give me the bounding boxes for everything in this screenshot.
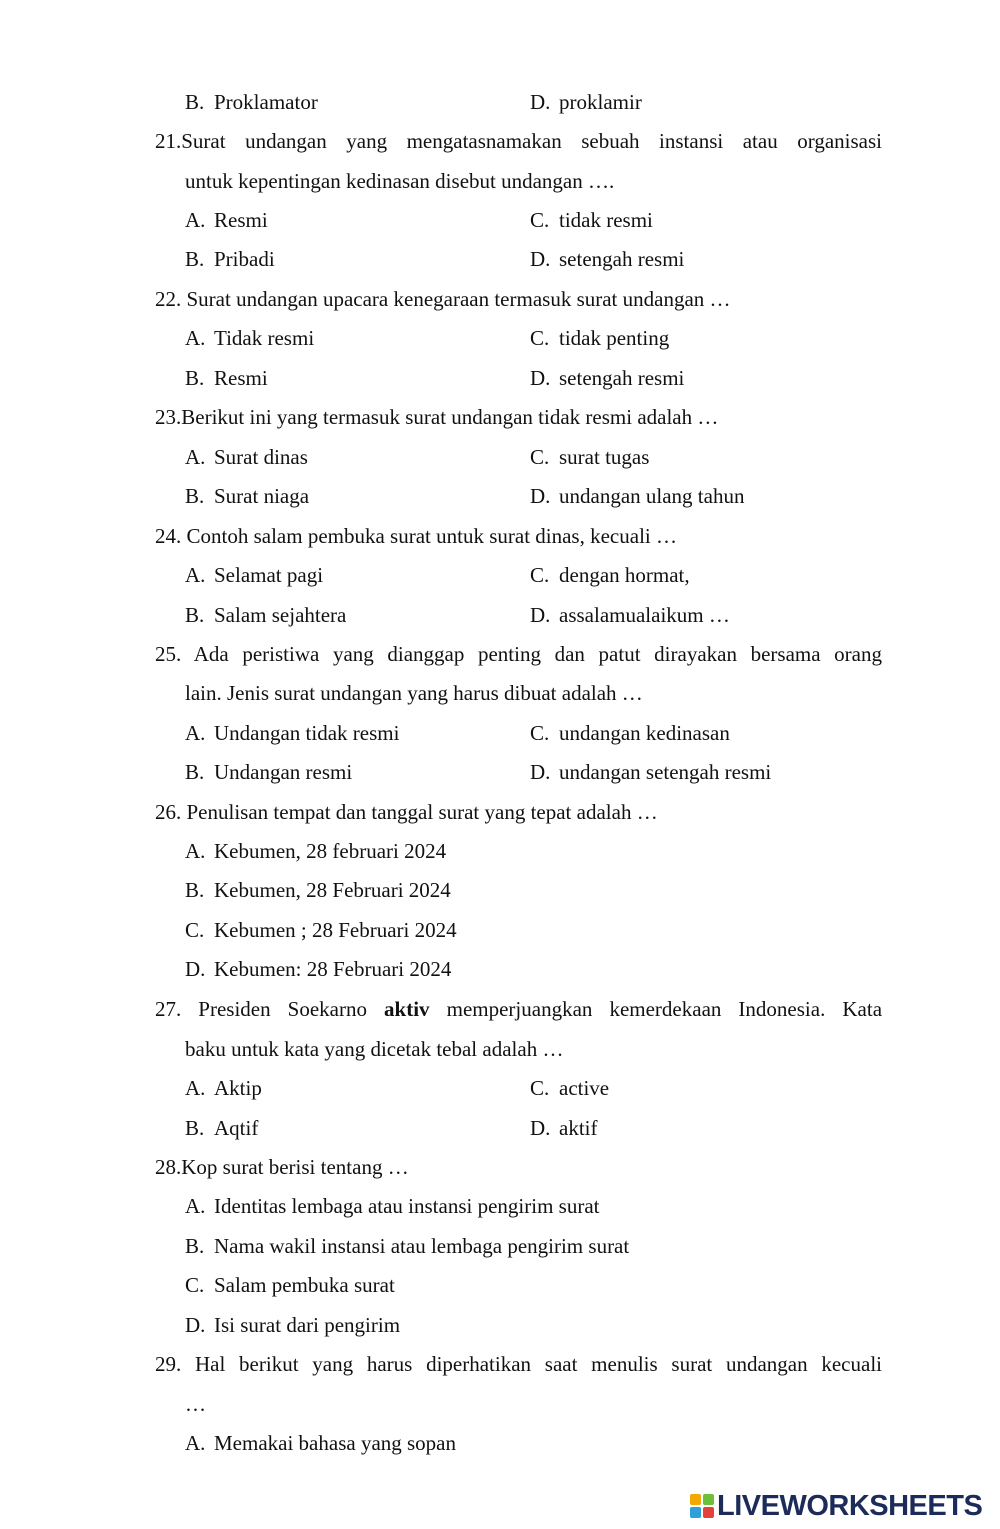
q20-option-b[interactable]: B. Proklamator bbox=[185, 90, 318, 114]
q26-option-a[interactable]: A. Kebumen, 28 februari 2024 bbox=[185, 839, 447, 863]
q25-option-c[interactable]: C. undangan kedinasan bbox=[530, 721, 730, 745]
q24-option-d[interactable]: D. assalamualaikum … bbox=[530, 603, 730, 627]
q27-question-line1: 27. Presiden Soekarno aktiv memperjuangkan kemerdekaan Indonesia. Kata bbox=[155, 997, 883, 1021]
q27-question-line2: baku untuk kata yang dicetak tebal adalah … bbox=[185, 1037, 564, 1061]
q22-option-d[interactable]: D. setengah resmi bbox=[530, 366, 685, 390]
q23-option-d[interactable]: D. undangan ulang tahun bbox=[530, 484, 745, 508]
q23-option-b[interactable]: B. Surat niaga bbox=[185, 484, 310, 508]
q29-question-line2: … bbox=[185, 1392, 206, 1416]
logo-square bbox=[690, 1507, 701, 1518]
q22-question: 22. Surat undangan upacara kenegaraan termasuk surat undangan … bbox=[155, 287, 731, 311]
q26-option-b[interactable]: B. Kebumen, 28 Februari 2024 bbox=[185, 878, 451, 902]
q29-question-line1: 29. Hal berikut yang harus diperhatikan saat menulis surat undangan kecuali bbox=[155, 1352, 882, 1376]
q21-question-line2: untuk kepentingan kedinasan disebut undangan …. bbox=[185, 169, 615, 193]
q27-option-b[interactable]: B. Aqtif bbox=[185, 1116, 259, 1140]
q29-option-a[interactable]: A. Memakai bahasa yang sopan bbox=[185, 1431, 457, 1455]
q28-option-b[interactable]: B. Nama wakil instansi atau lembaga pengirim surat bbox=[185, 1234, 630, 1258]
q26-question: 26. Penulisan tempat dan tanggal surat yang tepat adalah … bbox=[155, 800, 658, 824]
q24-question: 24. Contoh salam pembuka surat untuk surat dinas, kecuali … bbox=[155, 524, 677, 548]
logo-square bbox=[703, 1507, 714, 1518]
q28-option-c[interactable]: C. Salam pembuka surat bbox=[185, 1273, 395, 1297]
q20-option-d[interactable]: D. proklamir bbox=[530, 90, 642, 114]
q22-option-a[interactable]: A. Tidak resmi bbox=[185, 326, 315, 350]
q21-question-line1: 21.Surat undangan yang mengatasnamakan sebuah instansi atau organisasi bbox=[155, 129, 882, 153]
q21-option-b[interactable]: B. Pribadi bbox=[185, 247, 275, 271]
q24-option-a[interactable]: A. Selamat pagi bbox=[185, 563, 324, 587]
liveworksheets-logo[interactable] bbox=[690, 1489, 990, 1523]
q27-option-c[interactable]: C. active bbox=[530, 1076, 610, 1100]
q27-option-a[interactable]: A. Aktip bbox=[185, 1076, 262, 1100]
logo-square bbox=[690, 1494, 701, 1505]
q24-option-c[interactable]: C. dengan hormat, bbox=[530, 563, 690, 587]
q25-option-d[interactable]: D. undangan setengah resmi bbox=[530, 760, 772, 784]
q27-bold-word: aktiv bbox=[384, 997, 430, 1021]
q26-option-c[interactable]: C. Kebumen ; 28 Februari 2024 bbox=[185, 918, 457, 942]
liveworksheets-logo-icon bbox=[690, 1494, 714, 1518]
q28-option-a[interactable]: A. Identitas lembaga atau instansi pengirim surat bbox=[185, 1194, 600, 1218]
q22-option-c[interactable]: C. tidak penting bbox=[530, 326, 670, 350]
q26-option-d[interactable]: D. Kebumen: 28 Februari 2024 bbox=[185, 957, 452, 981]
q22-option-b[interactable]: B. Resmi bbox=[185, 366, 268, 390]
q25-option-b[interactable]: B. Undangan resmi bbox=[185, 760, 353, 784]
q21-option-c[interactable]: C. tidak resmi bbox=[530, 208, 653, 232]
q23-option-c[interactable]: C. surat tugas bbox=[530, 445, 650, 469]
q21-option-a[interactable]: A. Resmi bbox=[185, 208, 268, 232]
q27-option-d[interactable]: D. aktif bbox=[530, 1116, 598, 1140]
logo-square bbox=[703, 1494, 714, 1505]
q23-question: 23.Berikut ini yang termasuk surat undangan tidak resmi adalah … bbox=[155, 405, 719, 429]
q25-question-line2: lain. Jenis surat undangan yang harus dibuat adalah … bbox=[185, 681, 643, 705]
q21-option-d[interactable]: D. setengah resmi bbox=[530, 247, 685, 271]
liveworksheets-logo-text: LIVEWORKSHEETS bbox=[717, 1489, 983, 1522]
q24-option-b[interactable]: B. Salam sejahtera bbox=[185, 603, 347, 627]
q25-option-a[interactable]: A. Undangan tidak resmi bbox=[185, 721, 400, 745]
q23-option-a[interactable]: A. Surat dinas bbox=[185, 445, 308, 469]
q28-option-d[interactable]: D. Isi surat dari pengirim bbox=[185, 1313, 401, 1337]
q25-question-line1: 25. Ada peristiwa yang dianggap penting dan patut dirayakan bersama orang bbox=[155, 642, 882, 666]
q28-question: 28.Kop surat berisi tentang … bbox=[155, 1155, 409, 1179]
